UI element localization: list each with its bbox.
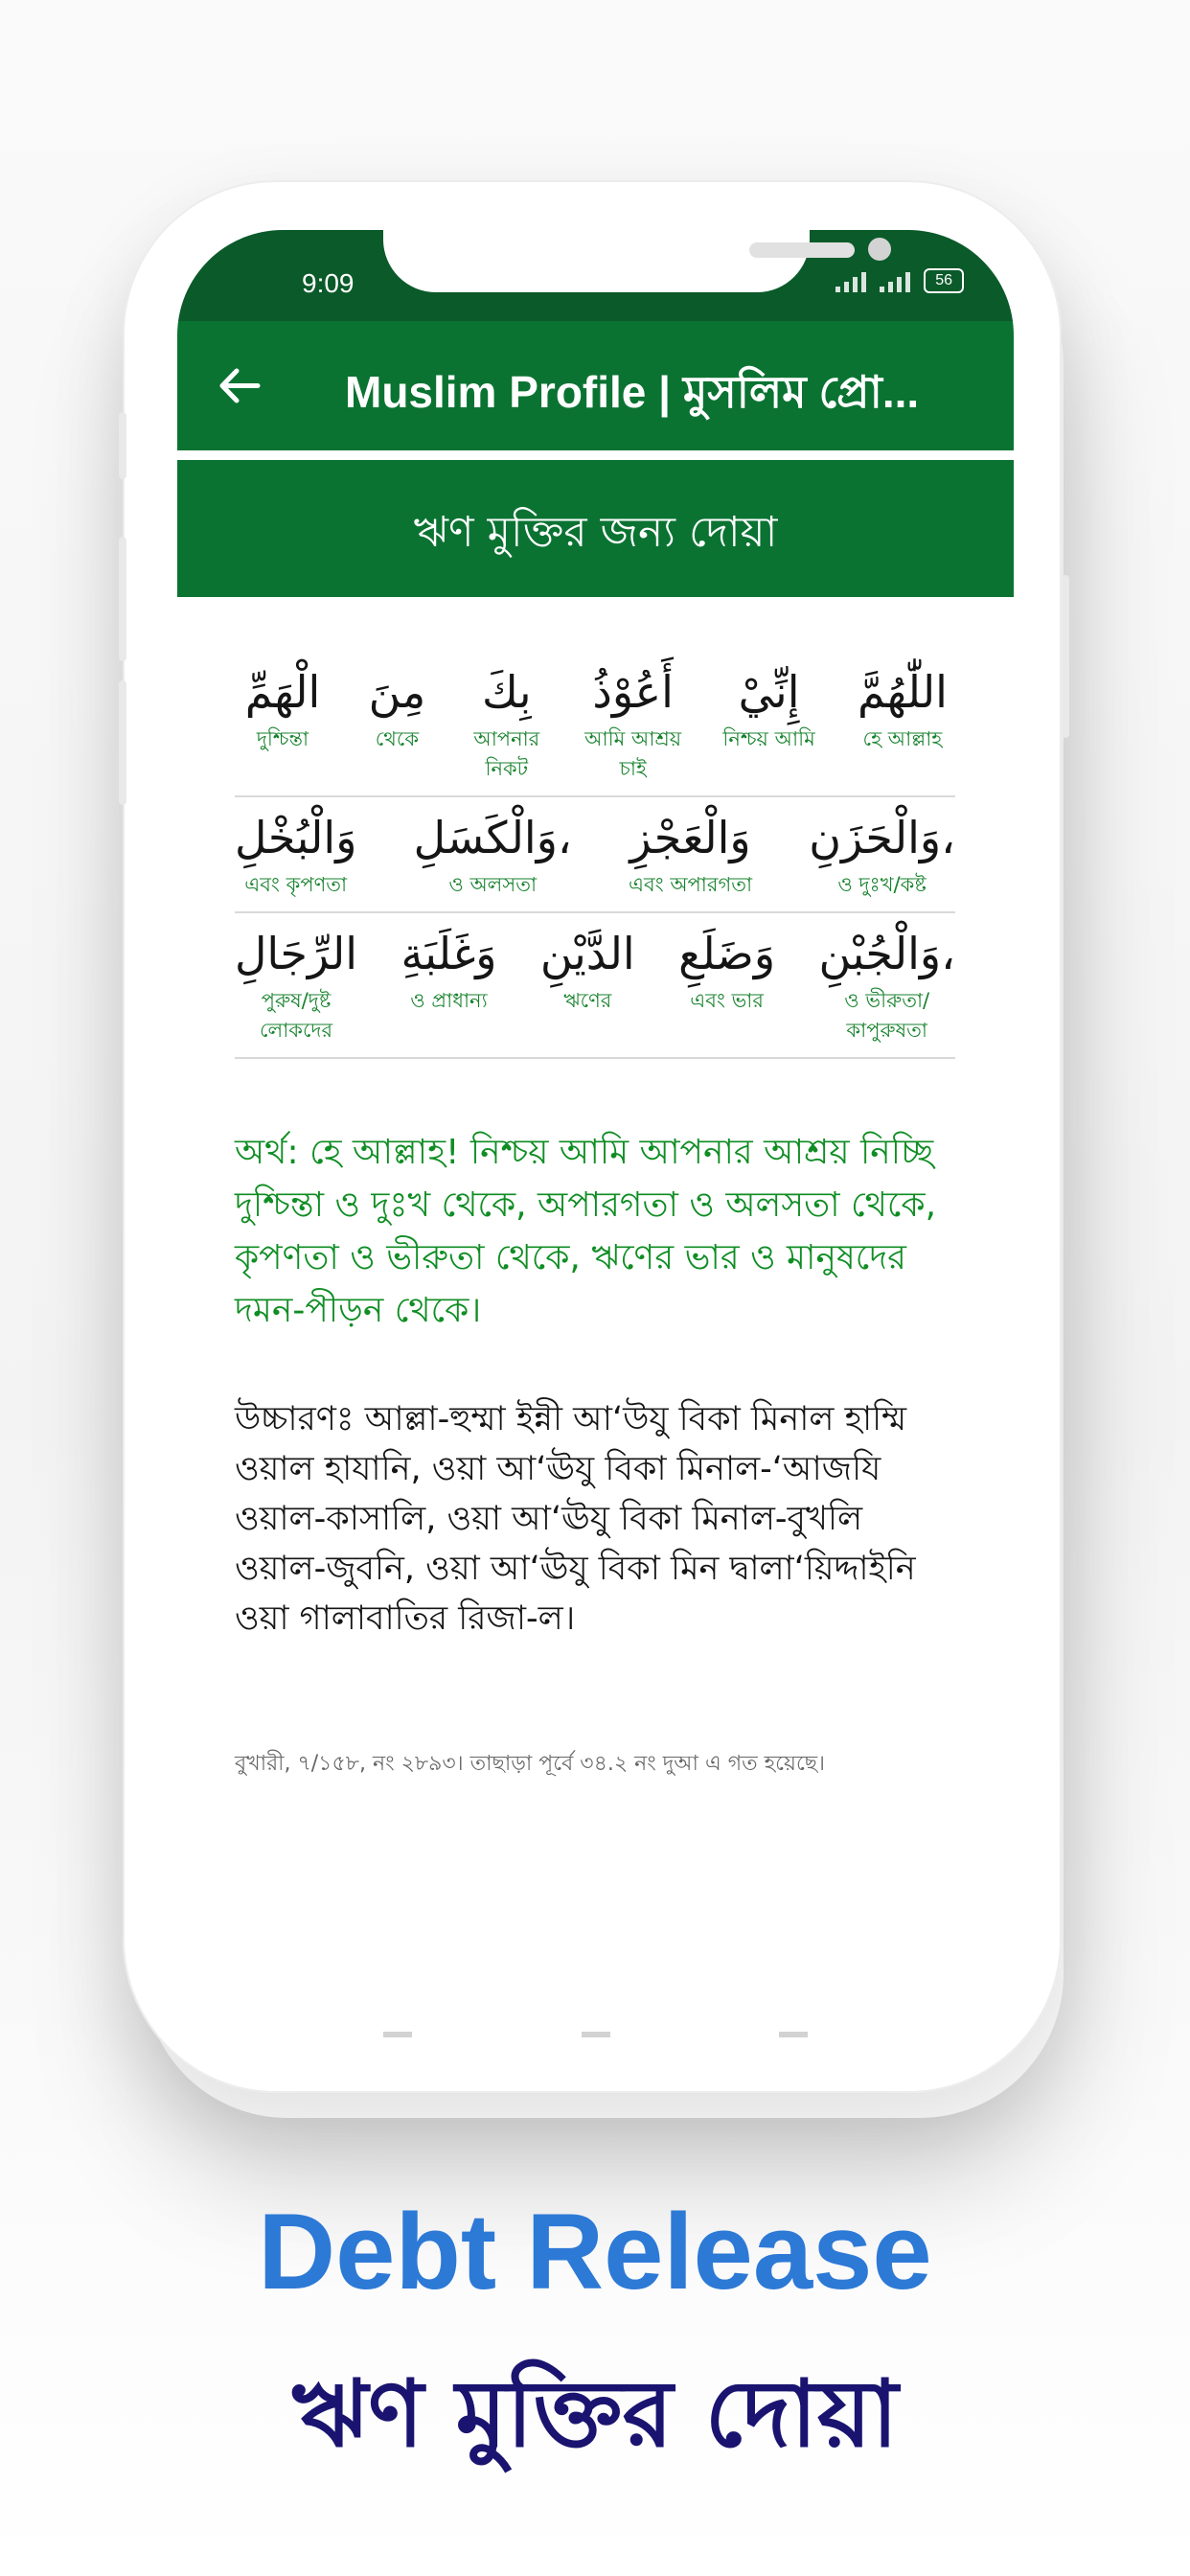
arabic-word: الدَّيْنِ	[539, 928, 635, 979]
word-item	[717, 659, 822, 784]
word-meaning: পুরুষ/দুষ্ট লোকদের	[260, 989, 333, 1042]
word-meaning: ও ভীরুতা/ কাপুরুষতা	[844, 989, 930, 1042]
nav-back-icon[interactable]	[779, 2032, 808, 2037]
word-meaning: এবং কৃপণতা	[244, 873, 348, 896]
word-meaning: আমি আশ্রয় চাই	[584, 727, 682, 780]
status-bar	[177, 230, 1014, 321]
arabic-word: وَالْبُخْلِ	[235, 812, 357, 863]
word-meaning: দুশ্চিন্তা	[256, 727, 309, 750]
app-bar	[177, 321, 1014, 450]
arabic-word: الرِّجَالِ	[235, 928, 358, 979]
word-meaning: থেকে	[375, 727, 420, 750]
word-item	[629, 805, 752, 900]
front-camera	[868, 238, 891, 261]
word-by-word-grid	[235, 652, 955, 1059]
arabic-word: وَالْحَزَنِ،	[809, 812, 955, 863]
word-meaning: আপনার নিকট	[473, 727, 540, 780]
word-meaning: হে আল্লাহ	[862, 727, 943, 750]
word-row	[235, 652, 955, 797]
battery-icon: 56	[924, 268, 964, 293]
divider	[177, 450, 1014, 460]
section-header	[177, 460, 1014, 597]
word-row	[235, 797, 955, 913]
nav-recents-icon[interactable]	[383, 2032, 412, 2037]
arabic-word: وَالْجُبْنِ،	[818, 928, 955, 979]
arabic-word: وَالْعَجْزِ	[629, 812, 751, 863]
arabic-word: الْهَمِّ	[244, 666, 321, 718]
word-meaning: ও অলসতা	[448, 873, 538, 896]
word-item	[400, 921, 496, 1046]
word-item	[235, 921, 357, 1046]
word-item	[235, 805, 356, 900]
arabic-word: وَضَلَعِ	[678, 928, 776, 979]
word-row	[235, 913, 955, 1059]
reference-text: বুখারী, ৭/১৫৮, নং ২৮৯৩। তাছাড়া পূর্বে ৩৪.২ নং দুআ এ গত হয়েছে।	[235, 1752, 826, 1776]
notch	[383, 230, 810, 292]
arabic-word: وَالْكَسَلِ،	[413, 812, 572, 863]
arabic-word: اللّٰهُمَّ	[858, 666, 948, 718]
word-item	[464, 659, 550, 784]
word-meaning: ঋণের	[563, 989, 612, 1012]
arrow-left-icon[interactable]	[216, 364, 263, 407]
word-item	[540, 921, 635, 1046]
word-item	[578, 659, 688, 784]
pronunciation-text: উচ্চারণঃ আল্লা-হুম্মা ইন্নী আ‘উযু বিকা মিনাল হাম্মি ওয়াল হাযানি, ওয়া আ‘ঊযু বিকা মিনাল-‘আজযি ওয়াল-কাসালি, ওয়া আ‘ঊযু বিকা মিনাল-বুখলি ওয়াল-জুবনি, ওয়া আ‘ঊযু বিকা মিন দ্বালা‘য়িদ্দাইনি ওয়া গালাবাতির রিজা-ল।	[235, 1400, 916, 1638]
phone-volume-up-button	[119, 537, 126, 661]
arabic-word: مِنَ	[368, 666, 426, 718]
signal-bars-icon	[835, 269, 866, 292]
caption-english: Debt Release	[258, 2192, 932, 2312]
word-item	[678, 921, 775, 1046]
arabic-word: وَغَلَبَةِ	[400, 928, 497, 979]
word-item	[809, 805, 955, 900]
nav-home-icon[interactable]	[582, 2032, 610, 2037]
word-item	[850, 659, 955, 784]
word-meaning: এবং অপারগতা	[628, 873, 753, 896]
phone-screen	[177, 230, 1014, 2041]
arabic-word: بِكَ	[481, 666, 532, 718]
speaker-grille	[749, 242, 855, 258]
arabic-word: أَعُوْذُ	[592, 666, 674, 718]
phone-power-button	[1062, 575, 1069, 738]
word-meaning: ও প্রাধান্য	[410, 989, 488, 1012]
arabic-word: إِنِّيْ	[738, 666, 800, 718]
word-meaning: নিশ্চয় আমি	[722, 727, 815, 750]
word-item	[818, 921, 954, 1046]
signal-bars-icon	[880, 269, 910, 292]
word-meaning: এবং ভার	[690, 989, 764, 1012]
status-time: 9:09	[302, 268, 355, 298]
word-item	[414, 805, 572, 900]
app-title: Muslim Profile | মুসলিম প্রো...	[345, 367, 920, 417]
word-item	[358, 659, 435, 784]
section-title: ঋণ মুক্তির জন্য দোয়া	[413, 508, 778, 557]
word-item	[235, 659, 331, 784]
phone-volume-down-button	[119, 680, 126, 805]
status-icons	[835, 268, 964, 293]
translation-text: অর্থ: হে আল্লাহ! নিশ্চয় আমি আপনার আশ্রয় নিচ্ছি দুশ্চিন্তা ও দুঃখ থেকে, অপারগতা ও অলসতা থেকে, কৃপণতা ও ভীরুতা থেকে, ঋণের ভার ও মানুষদের দমন-পীড়ন থেকে।	[235, 1133, 937, 1330]
phone-side-button	[119, 412, 126, 479]
caption-bangla: ঋণ মুক্তির দোয়া	[291, 2360, 899, 2468]
word-meaning: ও দুঃখ/কষ্ট	[837, 873, 927, 896]
